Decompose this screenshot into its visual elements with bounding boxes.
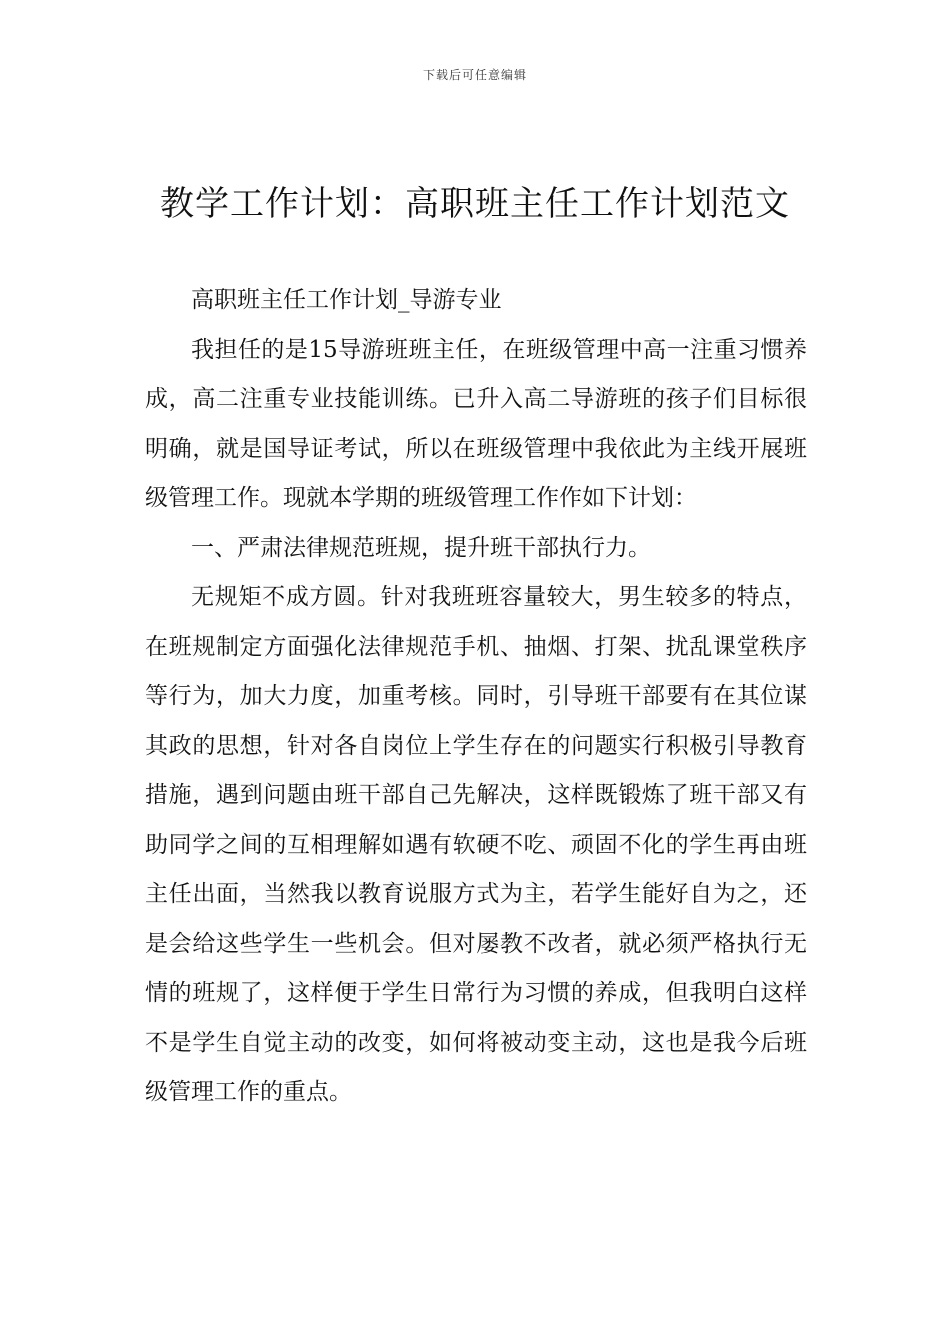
- document-title: 教学工作计划：高职班主任工作计划范文: [160, 184, 790, 224]
- paragraph-section-heading: 一、严肃法律规范班规，提升班干部执行力。: [191, 534, 651, 561]
- paragraph-section-body: 无规矩不成方圆。针对我班班容量较大，男生较多的特点，在班规制定方面强化法律规范手机、抽烟、打架、扰乱课堂秩序等行为，加大力度，加重考核。同时，引导班干部要有在其位谋其政的思想，针对各自岗位上学生存在的问题实行积极引导教育措施，遇到问题由班干部自己先解决，这样既锻炼了班干部又有助同学之间的互相理解如遇有软硬不吃、顽固不化的学生再由班主任出面，当然我以教育说服方式为主，若学生能好自为之，还是会给这些学生一些机会。但对屡教不改者，就必须严格执行无情的班规了，这样便于学生日常行为习惯的养成，但我明白这样不是学生自觉主动的改变，如何将被动变主动，这也是我今后班级管理工作的重点。: [145, 584, 807, 1105]
- paragraph-subtitle: 高职班主任工作计划_导游专业: [191, 287, 502, 313]
- document-body: [145, 276, 807, 1118]
- header-note: 下载后可任意编辑: [422, 68, 527, 82]
- paragraph-intro: 我担任的是15导游班班主任，在班级管理中高一注重习惯养成，高二注重专业技能训练。已升入高二导游班的孩子们目标很明确，就是国导证考试，所以在班级管理中我依此为主线开展班级管理工作。现就本学期的班级管理工作作如下计划：: [145, 336, 807, 511]
